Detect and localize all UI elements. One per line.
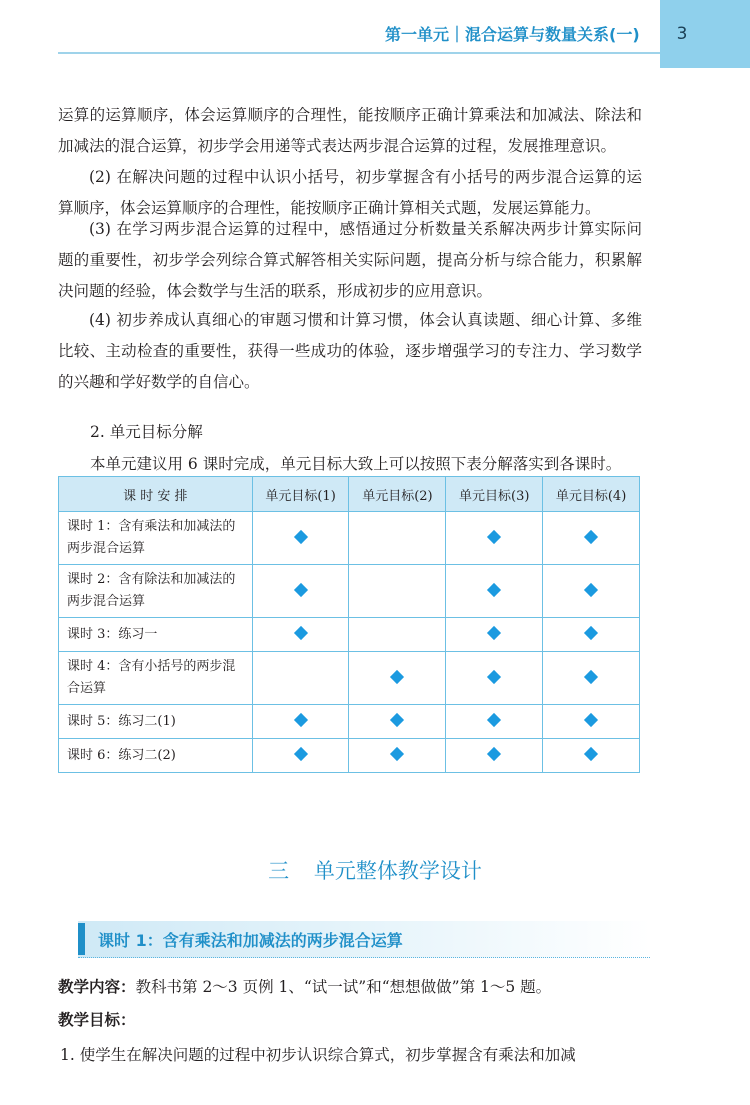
goal-3-cell bbox=[446, 705, 543, 739]
diamond-icon bbox=[487, 529, 501, 543]
running-header: 第一单元｜混合运算与数量关系(一) bbox=[385, 25, 640, 44]
section-number: 三 bbox=[268, 859, 290, 883]
diamond-icon bbox=[390, 747, 404, 761]
header-goal-4: 单元目标(4) bbox=[543, 477, 640, 512]
lesson-banner-title: 课时 1：含有乘法和加减法的两步混合运算 bbox=[98, 931, 403, 950]
lesson-cell: 课时 5：练习二(1) bbox=[59, 705, 253, 739]
teaching-content-text: 教科书第 2～3 页例 1、“试一试”和“想想做做”第 1～5 题。 bbox=[135, 978, 552, 996]
goal-2-cell bbox=[349, 618, 446, 652]
diamond-icon bbox=[584, 747, 598, 761]
section-name: 单元整体教学设计 bbox=[313, 859, 482, 883]
paragraph-objective-4: (4) 初步养成认真细心的审题习惯和计算习惯，体会认真读题、细心计算、多维比较、主动检查的重要性，获得一些成功的体验，逐步增强学习的专注力、学习数学的兴趣和学好数学的自信心。 bbox=[58, 311, 642, 391]
goal-table-header-row bbox=[59, 477, 640, 512]
goal-2-cell bbox=[349, 565, 446, 618]
header-rule bbox=[58, 52, 660, 54]
goal-4-cell bbox=[543, 565, 640, 618]
goal-2-cell bbox=[349, 705, 446, 739]
lesson-cell: 课时 6：练习二(2) bbox=[59, 739, 253, 773]
diamond-icon bbox=[293, 747, 307, 761]
diamond-icon bbox=[293, 626, 307, 640]
paragraph-objective-3: (3) 在学习两步混合运算的过程中，感悟通过分析数量关系解决两步计算实际问题的重要性，初步学会列综合算式解答相关实际问题，提高分析与综合能力，积累解决问题的经验，体会数学与生活的联系，形成初步的应用意识。 bbox=[58, 220, 642, 300]
goal-2-cell bbox=[349, 512, 446, 565]
teaching-objective-1: 1. 使学生在解决问题的过程中初步认识综合算式，初步掌握含有乘法和加减 bbox=[60, 1046, 576, 1064]
teaching-content bbox=[58, 972, 642, 1003]
diamond-icon bbox=[293, 529, 307, 543]
goal-4-cell bbox=[543, 652, 640, 705]
paragraph-objective-1-cont: 运算的运算顺序，体会运算顺序的合理性，能按顺序正确计算乘法和加减法、除法和加减法的混合运算，初步学会用递等式表达两步混合运算的过程，发展推理意识。 bbox=[58, 106, 642, 155]
goal-1-cell bbox=[252, 705, 349, 739]
goal-3-cell bbox=[446, 739, 543, 773]
teaching-content-label: 教学内容： bbox=[58, 978, 136, 996]
goal-4-cell bbox=[543, 705, 640, 739]
goal-3-cell bbox=[446, 618, 543, 652]
subsection-heading: 2. 单元目标分解 bbox=[90, 423, 203, 441]
table-row bbox=[59, 565, 640, 618]
lesson-cell: 课时 2：含有除法和加减法的两步混合运算 bbox=[59, 565, 253, 618]
goal-1-cell bbox=[252, 565, 349, 618]
goal-table bbox=[58, 476, 640, 773]
goal-2-cell bbox=[349, 739, 446, 773]
diamond-icon bbox=[487, 582, 501, 596]
diamond-icon bbox=[584, 626, 598, 640]
subsection-intro: 本单元建议用 6 课时完成，单元目标大致上可以按照下表分解落实到各课时。 bbox=[90, 455, 622, 473]
lesson-cell: 课时 1：含有乘法和加减法的两步混合运算 bbox=[59, 512, 253, 565]
diamond-icon bbox=[293, 713, 307, 727]
diamond-icon bbox=[584, 529, 598, 543]
paragraph-objective-2: (2) 在解决问题的过程中认识小括号，初步掌握含有小括号的两步混合运算的运算顺序，体会运算顺序的合理性，能按顺序正确计算相关式题，发展运算能力。 bbox=[58, 168, 642, 217]
teaching-objectives-label: 教学目标： bbox=[58, 1011, 136, 1029]
goal-1-cell bbox=[252, 618, 349, 652]
section-title bbox=[0, 855, 750, 885]
header-goal-3: 单元目标(3) bbox=[446, 477, 543, 512]
table-row bbox=[59, 512, 640, 565]
goal-4-cell bbox=[543, 512, 640, 565]
goal-4-cell bbox=[543, 739, 640, 773]
goal-3-cell bbox=[446, 565, 543, 618]
diamond-icon bbox=[584, 669, 598, 683]
header-goal-2: 单元目标(2) bbox=[349, 477, 446, 512]
page-number-tab bbox=[660, 0, 750, 68]
diamond-icon bbox=[390, 713, 404, 727]
lesson-banner bbox=[78, 921, 650, 958]
goal-4-cell bbox=[543, 618, 640, 652]
goal-3-cell bbox=[446, 652, 543, 705]
diamond-icon bbox=[487, 747, 501, 761]
diamond-icon bbox=[584, 582, 598, 596]
goal-1-cell bbox=[252, 512, 349, 565]
table-row bbox=[59, 618, 640, 652]
lesson-cell: 课时 4：含有小括号的两步混合运算 bbox=[59, 652, 253, 705]
diamond-icon bbox=[390, 669, 404, 683]
diamond-icon bbox=[487, 626, 501, 640]
goal-1-cell bbox=[252, 739, 349, 773]
diamond-icon bbox=[293, 582, 307, 596]
lesson-banner-bar bbox=[78, 923, 85, 955]
lesson-cell: 课时 3：练习一 bbox=[59, 618, 253, 652]
header-lesson: 课 时 安 排 bbox=[59, 477, 253, 512]
goal-1-cell bbox=[252, 652, 349, 705]
diamond-icon bbox=[487, 669, 501, 683]
goal-3-cell bbox=[446, 512, 543, 565]
goal-2-cell bbox=[349, 652, 446, 705]
table-row bbox=[59, 705, 640, 739]
table-row bbox=[59, 739, 640, 773]
diamond-icon bbox=[487, 713, 501, 727]
table-row bbox=[59, 652, 640, 705]
header-goal-1: 单元目标(1) bbox=[252, 477, 349, 512]
page-number: 3 bbox=[676, 24, 688, 44]
diamond-icon bbox=[584, 713, 598, 727]
